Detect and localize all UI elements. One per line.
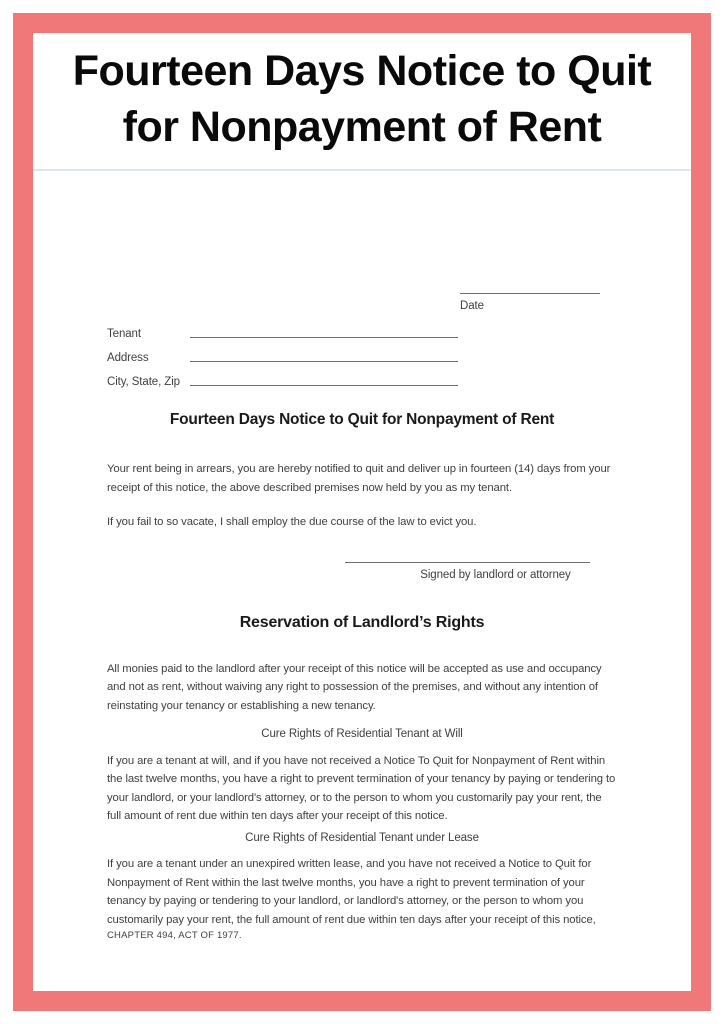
cure-under-lease-paragraph: If you are a tenant under an unexpired written lease, and you have not received a Notice to Quit for Nonpayment of Rent within the last twelve months, you have a right to prevent termination of your tenancy by paying or tendering to your landlord, or landlord's attorney, or the person to whom you customarily pay your rent, the full amount of rent due within ten days after your receipt of this notice,: [107, 858, 596, 926]
city-state-zip-label: City, State, Zip: [107, 375, 180, 388]
main-title: [33, 33, 691, 155]
cure-at-will-heading: Cure Rights of Residential Tenant at Will: [261, 728, 463, 740]
tenant-label: Tenant: [107, 327, 141, 340]
signature-label: Signed by landlord or attorney: [420, 568, 571, 581]
document-page: [13, 13, 711, 1011]
address-field-line[interactable]: [190, 361, 458, 362]
tenant-field-line[interactable]: [190, 337, 458, 338]
date-field-line[interactable]: [460, 293, 600, 294]
city-state-zip-field-line[interactable]: [190, 385, 458, 386]
main-title-line-1: Fourteen Days Notice to Quit: [72, 47, 652, 95]
date-label: Date: [460, 300, 484, 312]
reservation-paragraph: All monies paid to the landlord after your receipt of this notice will be accepted as use and occupancy and not as rent, without waiving any right to possession of the premises, and without any intention of reinstating your tenancy or establishing a new tenancy.: [107, 662, 602, 712]
signature-field: [345, 562, 590, 585]
signature-line[interactable]: [345, 562, 590, 563]
notice-heading: Fourteen Days Notice to Quit for Nonpayment of Rent: [169, 410, 555, 428]
chapter-note: CHAPTER 494, ACT OF 1977.: [107, 930, 242, 941]
notice-paragraph-1: Your rent being in arrears, you are hereby notified to quit and deliver up in fourteen (14) days from your receipt of this notice, the above described premises now held by you as my tenant.: [107, 463, 611, 494]
date-field: [460, 293, 600, 316]
city-state-zip-row: [107, 365, 617, 389]
document-body: [33, 293, 691, 942]
reservation-heading: Reservation of Landlord’s Rights: [239, 614, 485, 631]
recipient-form: [107, 317, 617, 389]
address-row: [107, 341, 617, 365]
address-label: Address: [107, 351, 149, 364]
cure-at-will-paragraph: If you are a tenant at will, and if you have not received a Notice To Quit for Nonpayment of Rent within the last twelve months, you have a right to prevent termination of your tenancy by paying or tendering to your landlord, or your landlord's attorney, or to the person to whom you customarily pay your rent, the full amount of rent due within ten days after your receipt of this notice.: [107, 754, 616, 822]
cure-under-lease-heading: Cure Rights of Residential Tenant under Lease: [245, 831, 479, 844]
tenant-row: [107, 317, 617, 341]
main-title-line-2: for Nonpayment of Rent: [122, 103, 602, 151]
notice-paragraph-2: If you fail to so vacate, I shall employ the due course of the law to evict you.: [107, 516, 477, 528]
title-divider: [33, 169, 691, 171]
